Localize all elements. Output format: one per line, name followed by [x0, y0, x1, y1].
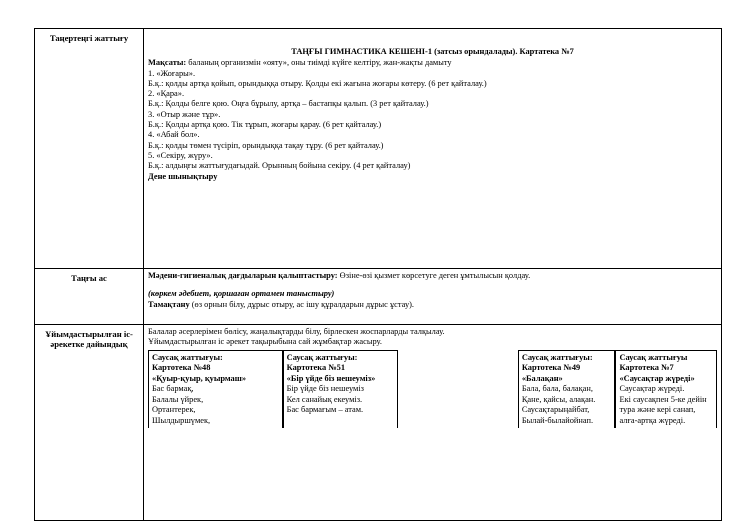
- row-label-organized: Ұйымдастырылған іс-әрекетке дайындық: [35, 325, 144, 521]
- eating-lead: Тамақтану: [148, 299, 190, 309]
- goal-label: Мақсаты:: [148, 58, 187, 68]
- goal-paragraph: [148, 58, 717, 68]
- card-line: Бала, бала, балақан,: [521, 384, 593, 394]
- row-label-morning: Таңертеңгі жаттығу: [35, 29, 144, 269]
- breakfast-row: [35, 269, 722, 325]
- exercise-line: 4. «Абай бол».: [148, 130, 200, 140]
- card-number: Картотека №49: [521, 363, 581, 373]
- organized-activity-row: [35, 325, 722, 521]
- card-title: Саусақ жаттығуы:: [152, 352, 223, 362]
- finger-game-card: [148, 350, 283, 429]
- organized-text-1: Балалар әсерлерімен бөлісу, жаңалықтарды білу, бірлескен жоспарларды талқылау.: [148, 327, 445, 336]
- plan-table: [34, 28, 722, 521]
- card-number: Картотека №48: [152, 363, 211, 373]
- card-line: Бас бармағым – атам.: [286, 405, 364, 415]
- exercise-line: Б.қ.: Қолды белге қою. Оңға бұрылу, артқа – бастапқы қалып. (3 рет қайталау.): [148, 99, 429, 109]
- exercise-line: Б.қ.: қолды артқа қойып, орындыққа отыру. Қолды екі жағына жоғары көтеру. (6 рет қайталау.): [148, 78, 487, 88]
- hygiene-lead: Мәдени-гигиеналық дағдыларын қалыптастыру:: [148, 271, 338, 280]
- exercise-line: Б.қ.: алдыңғы жаттығудағыдай. Орынның бойына секіру. (4 рет қайталау): [148, 161, 411, 171]
- card-line: Былай-былайойнап.: [521, 415, 594, 425]
- finger-game-card: [283, 350, 398, 429]
- hygiene-paragraph: [148, 271, 717, 281]
- card-name: «Бір үйде біз нешеуміз»: [286, 373, 376, 383]
- organized-body: [144, 325, 722, 521]
- exercise-line: 5. «Секіру, жүру».: [148, 150, 213, 160]
- card-line: Саусақтар жүреді.: [619, 384, 685, 394]
- exercise-line: 3. «Отыр және тұр».: [148, 109, 221, 119]
- exercise-line: 2. «Қара».: [148, 89, 185, 99]
- card-number: Картотека №7: [619, 363, 674, 373]
- morning-exercise-row: [35, 29, 722, 269]
- finger-game-card: [615, 350, 717, 429]
- card-name: «Саусақтар жүреді»: [619, 373, 695, 383]
- card-title: Саусақ жаттығуы:: [286, 352, 358, 362]
- goal-text: баланың организмін «ояту», оны тиімді күйге келтіру, жан-жақты дамыту: [188, 58, 452, 68]
- exercise-tail: Дене шынықтыру: [148, 171, 218, 181]
- card-line: Саусақтарыңайбат,: [521, 405, 590, 415]
- card-line: алға-артқа жүреді.: [619, 415, 686, 425]
- finger-game-card: [518, 350, 616, 429]
- breakfast-body: [144, 269, 722, 325]
- eating-paragraph: [148, 300, 717, 310]
- card-title: Саусақ жаттығуы:: [521, 352, 593, 362]
- finger-game-cards: [148, 350, 717, 429]
- exercise-line: Б.қ.: Қолды артқа қою. Тік тұрып, жоғары қарау. (6 рет қайталау.): [148, 120, 382, 130]
- exercise-lines: [148, 69, 717, 172]
- card-name: «Балақан»: [521, 373, 563, 383]
- integration-note: (көркем әдебиет, қоршаған ортамен таныстыру): [148, 289, 335, 299]
- card-number: Картотека №51: [286, 363, 346, 373]
- card-title: Саусақ жаттығуы: [619, 352, 688, 362]
- hygiene-text: Өзіне-өзі қызмет көрсетуге деген ұмтылысын қолдау.: [339, 271, 531, 280]
- organized-text-2: Ұйымдастырылған іс әрекет тақырыбына сай жұмбақтар жасыру.: [148, 337, 382, 347]
- card-line: Балалы үйрек,: [152, 394, 204, 404]
- card-line: Екі саусақпен 5-ке дейін: [619, 394, 707, 404]
- card-line: Бас бармақ,: [152, 384, 194, 394]
- row-label-breakfast: Таңғы ас: [35, 269, 144, 325]
- morning-exercise-body: [144, 29, 722, 269]
- lesson-plan-page: [34, 28, 722, 524]
- card-line: тура және кері санап,: [619, 405, 696, 415]
- exercise-line: Б.қ.: қолды төмен түсіріп, орындыққа тақау тұру. (6 рет қайталау.): [148, 140, 384, 150]
- card-line: Қане, қайсы, алақан.: [521, 394, 596, 404]
- exercise-line: 1. «Жоғары».: [148, 68, 196, 78]
- card-name: «Қуыр-қуыр, қуырмаш»: [152, 373, 247, 383]
- eating-text: (өз орнын білу, дұрыс отыру, ас ішу құралдарын дұрыс ұстау).: [191, 299, 415, 309]
- card-line: Ортантерек,: [152, 405, 196, 415]
- card-line: Шылдыршүмек,: [152, 415, 211, 425]
- exercise-heading: ТАҢҒЫ ГИМНАСТИКА КЕШЕНІ-1 (затсыз орындалады). Картатека №7: [291, 47, 574, 56]
- card-line: Бір үйде біз нешеуміз: [286, 384, 364, 394]
- card-line: Кел санайық екеуміз.: [286, 394, 363, 404]
